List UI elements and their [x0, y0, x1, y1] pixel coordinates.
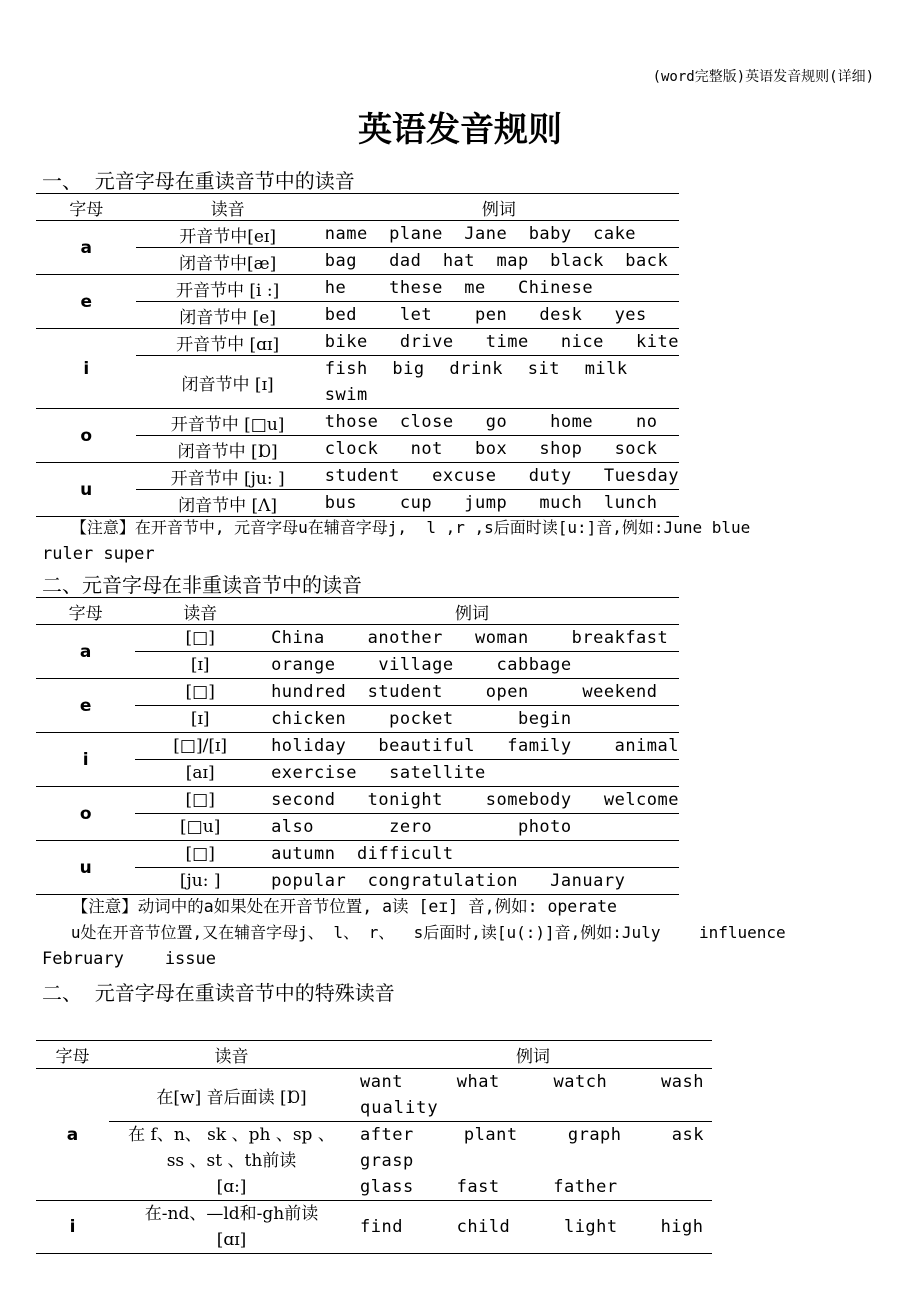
letter-cell: o: [36, 787, 135, 841]
section1-note-line2: ruler super: [42, 544, 155, 564]
examples-cell: clock not box shop sock: [319, 436, 679, 463]
sound-cell: 闭音节中[æ]: [136, 248, 318, 275]
examples-cell: China another woman breakfast: [265, 625, 679, 652]
sound-cell: [□u]: [135, 814, 265, 841]
col-letter-header: 字母: [36, 598, 135, 625]
examples-line: glass fast father: [360, 1177, 618, 1197]
example-word: after: [360, 1125, 414, 1145]
examples-cell: fish big drink sit milk swim: [319, 356, 679, 409]
sound-line: 在-nd、—ld和-gh前读: [144, 1204, 319, 1224]
sound-cell: 开音节中 [i :]: [136, 275, 318, 302]
examples-line: quality: [360, 1098, 439, 1118]
sound-cell: [□]/[ɪ]: [135, 733, 265, 760]
sound-cell: [aɪ]: [135, 760, 265, 787]
section1-table: [36, 193, 679, 517]
sound-cell: 在[w] 音后面读 [Ɒ]: [109, 1069, 354, 1122]
examples-cell: popular congratulation January: [265, 868, 679, 895]
examples-cell: bed let pen desk yes: [319, 302, 679, 329]
section2-note-line3: February issue: [42, 949, 216, 969]
table-row: [36, 625, 679, 652]
examples-cell: [354, 1122, 712, 1201]
table-row: [36, 221, 679, 248]
letter-cell: e: [36, 275, 136, 329]
col-sound-header: 读音: [136, 194, 318, 221]
letter-cell: u: [36, 463, 136, 517]
col-letter-header: 字母: [36, 1041, 109, 1069]
examples-cell: those close go home no: [319, 409, 679, 436]
table-row: [36, 463, 679, 490]
table-row: [36, 679, 679, 706]
col-examples-header: 例词: [265, 598, 679, 625]
letter-cell: i: [36, 329, 136, 409]
sound-cell: [109, 1201, 354, 1254]
examples-cell: bus cup jump much lunch: [319, 490, 679, 517]
sound-line: ss 、st 、th前读: [166, 1151, 297, 1171]
col-examples-header: 例词: [319, 194, 679, 221]
examples-cell: also zero photo: [265, 814, 679, 841]
table-row: [36, 1122, 712, 1201]
examples-cell: [354, 1069, 712, 1122]
sound-cell: [ɪ]: [135, 706, 265, 733]
letter-cell: a: [36, 221, 136, 275]
section2-heading: 二、元音字母在非重读音节中的读音: [42, 573, 362, 597]
sound-cell: [□]: [135, 787, 265, 814]
letter-cell: i: [36, 733, 135, 787]
letter-cell: o: [36, 409, 136, 463]
sound-cell: 开音节中 [ju: ]: [136, 463, 318, 490]
document-header: (word完整版)英语发音规则(详细): [652, 69, 874, 85]
section1-heading: 一、 元音字母在重读音节中的读音: [42, 169, 355, 193]
table-row: [36, 409, 679, 436]
col-examples-header: 例词: [354, 1041, 712, 1069]
letter-cell: i: [36, 1201, 109, 1254]
letter-cell: a: [36, 625, 135, 679]
section3-heading: 二、 元音字母在重读音节中的特殊读音: [42, 981, 395, 1005]
col-sound-header: 读音: [135, 598, 265, 625]
sound-cell: 开音节中[eɪ]: [136, 221, 318, 248]
section2-note-line2: u处在开音节位置,又在辅音字母j、 l、 r、 s后面时,读[u(:)]音,例如:July influence: [42, 923, 786, 942]
sound-cell: [ju: ]: [135, 868, 265, 895]
letter-cell: e: [36, 679, 135, 733]
example-word: watch: [553, 1072, 608, 1092]
example-word: ask: [671, 1125, 704, 1145]
examples-cell: bag dad hat map black back: [319, 248, 679, 275]
page-title: 英语发音规则: [358, 110, 562, 150]
letter-cell: u: [36, 841, 135, 895]
table-row: [36, 1069, 712, 1122]
examples-cell: he these me Chinese: [319, 275, 679, 302]
examples-cell: bike drive time nice kite: [319, 329, 679, 356]
examples-cell: holiday beautiful family animal: [265, 733, 679, 760]
table-row: [36, 787, 679, 814]
col-sound-header: 读音: [109, 1041, 354, 1069]
sound-cell: 开音节中 [□u]: [136, 409, 318, 436]
examples-line: grasp: [360, 1151, 414, 1171]
sound-cell: 闭音节中 [Ɒ]: [136, 436, 318, 463]
sound-line: [ɑ:]: [216, 1177, 247, 1197]
sound-line: 在 f、n、 sk 、ph 、sp 、: [128, 1125, 335, 1145]
section1-note-line1: 【注意】在开音节中, 元音字母u在辅音字母j, l ,r ,s后面时读[u:]音,例如:June blue: [42, 518, 751, 537]
table-header-row: [36, 1041, 712, 1069]
section2-note-line1: 【注意】动词中的a如果处在开音节位置, a读 [eɪ] 音,例如: operate: [42, 897, 617, 916]
example-word: plant: [463, 1125, 518, 1145]
examples-cell: find child light high: [354, 1201, 712, 1254]
section2-table: [36, 597, 679, 895]
examples-line: [360, 1122, 712, 1148]
letter-cell: a: [36, 1069, 109, 1201]
examples-cell: orange village cabbage: [265, 652, 679, 679]
example-word: what: [456, 1072, 500, 1092]
examples-cell: hundred student open weekend: [265, 679, 679, 706]
table-row: [36, 1201, 712, 1254]
table-header-row: [36, 194, 679, 221]
example-word: want: [360, 1072, 403, 1092]
examples-line: [360, 1069, 712, 1095]
examples-cell: second tonight somebody welcome: [265, 787, 679, 814]
sound-cell: 闭音节中 [e]: [136, 302, 318, 329]
table-row: [36, 329, 679, 356]
sound-cell: [□]: [135, 679, 265, 706]
section3-table: [36, 1040, 712, 1254]
examples-cell: chicken pocket begin: [265, 706, 679, 733]
example-word: wash: [661, 1072, 704, 1092]
sound-cell: 闭音节中 [ɪ]: [136, 356, 318, 409]
table-row: [36, 733, 679, 760]
examples-cell: name plane Jane baby cake: [319, 221, 679, 248]
col-letter-header: 字母: [36, 194, 136, 221]
sound-cell: 闭音节中 [Λ]: [136, 490, 318, 517]
table-row: [36, 275, 679, 302]
sound-cell: [109, 1122, 354, 1201]
examples-cell: autumn difficult: [265, 841, 679, 868]
table-header-row: [36, 598, 679, 625]
table-row: [36, 841, 679, 868]
sound-cell: 开音节中 [ɑɪ]: [136, 329, 318, 356]
examples-cell: student excuse duty Tuesday: [319, 463, 679, 490]
sound-cell: [ɪ]: [135, 652, 265, 679]
sound-line: [ɑɪ]: [216, 1230, 247, 1250]
examples-cell: exercise satellite: [265, 760, 679, 787]
example-word: graph: [567, 1125, 622, 1145]
sound-cell: [□]: [135, 841, 265, 868]
sound-cell: [□]: [135, 625, 265, 652]
